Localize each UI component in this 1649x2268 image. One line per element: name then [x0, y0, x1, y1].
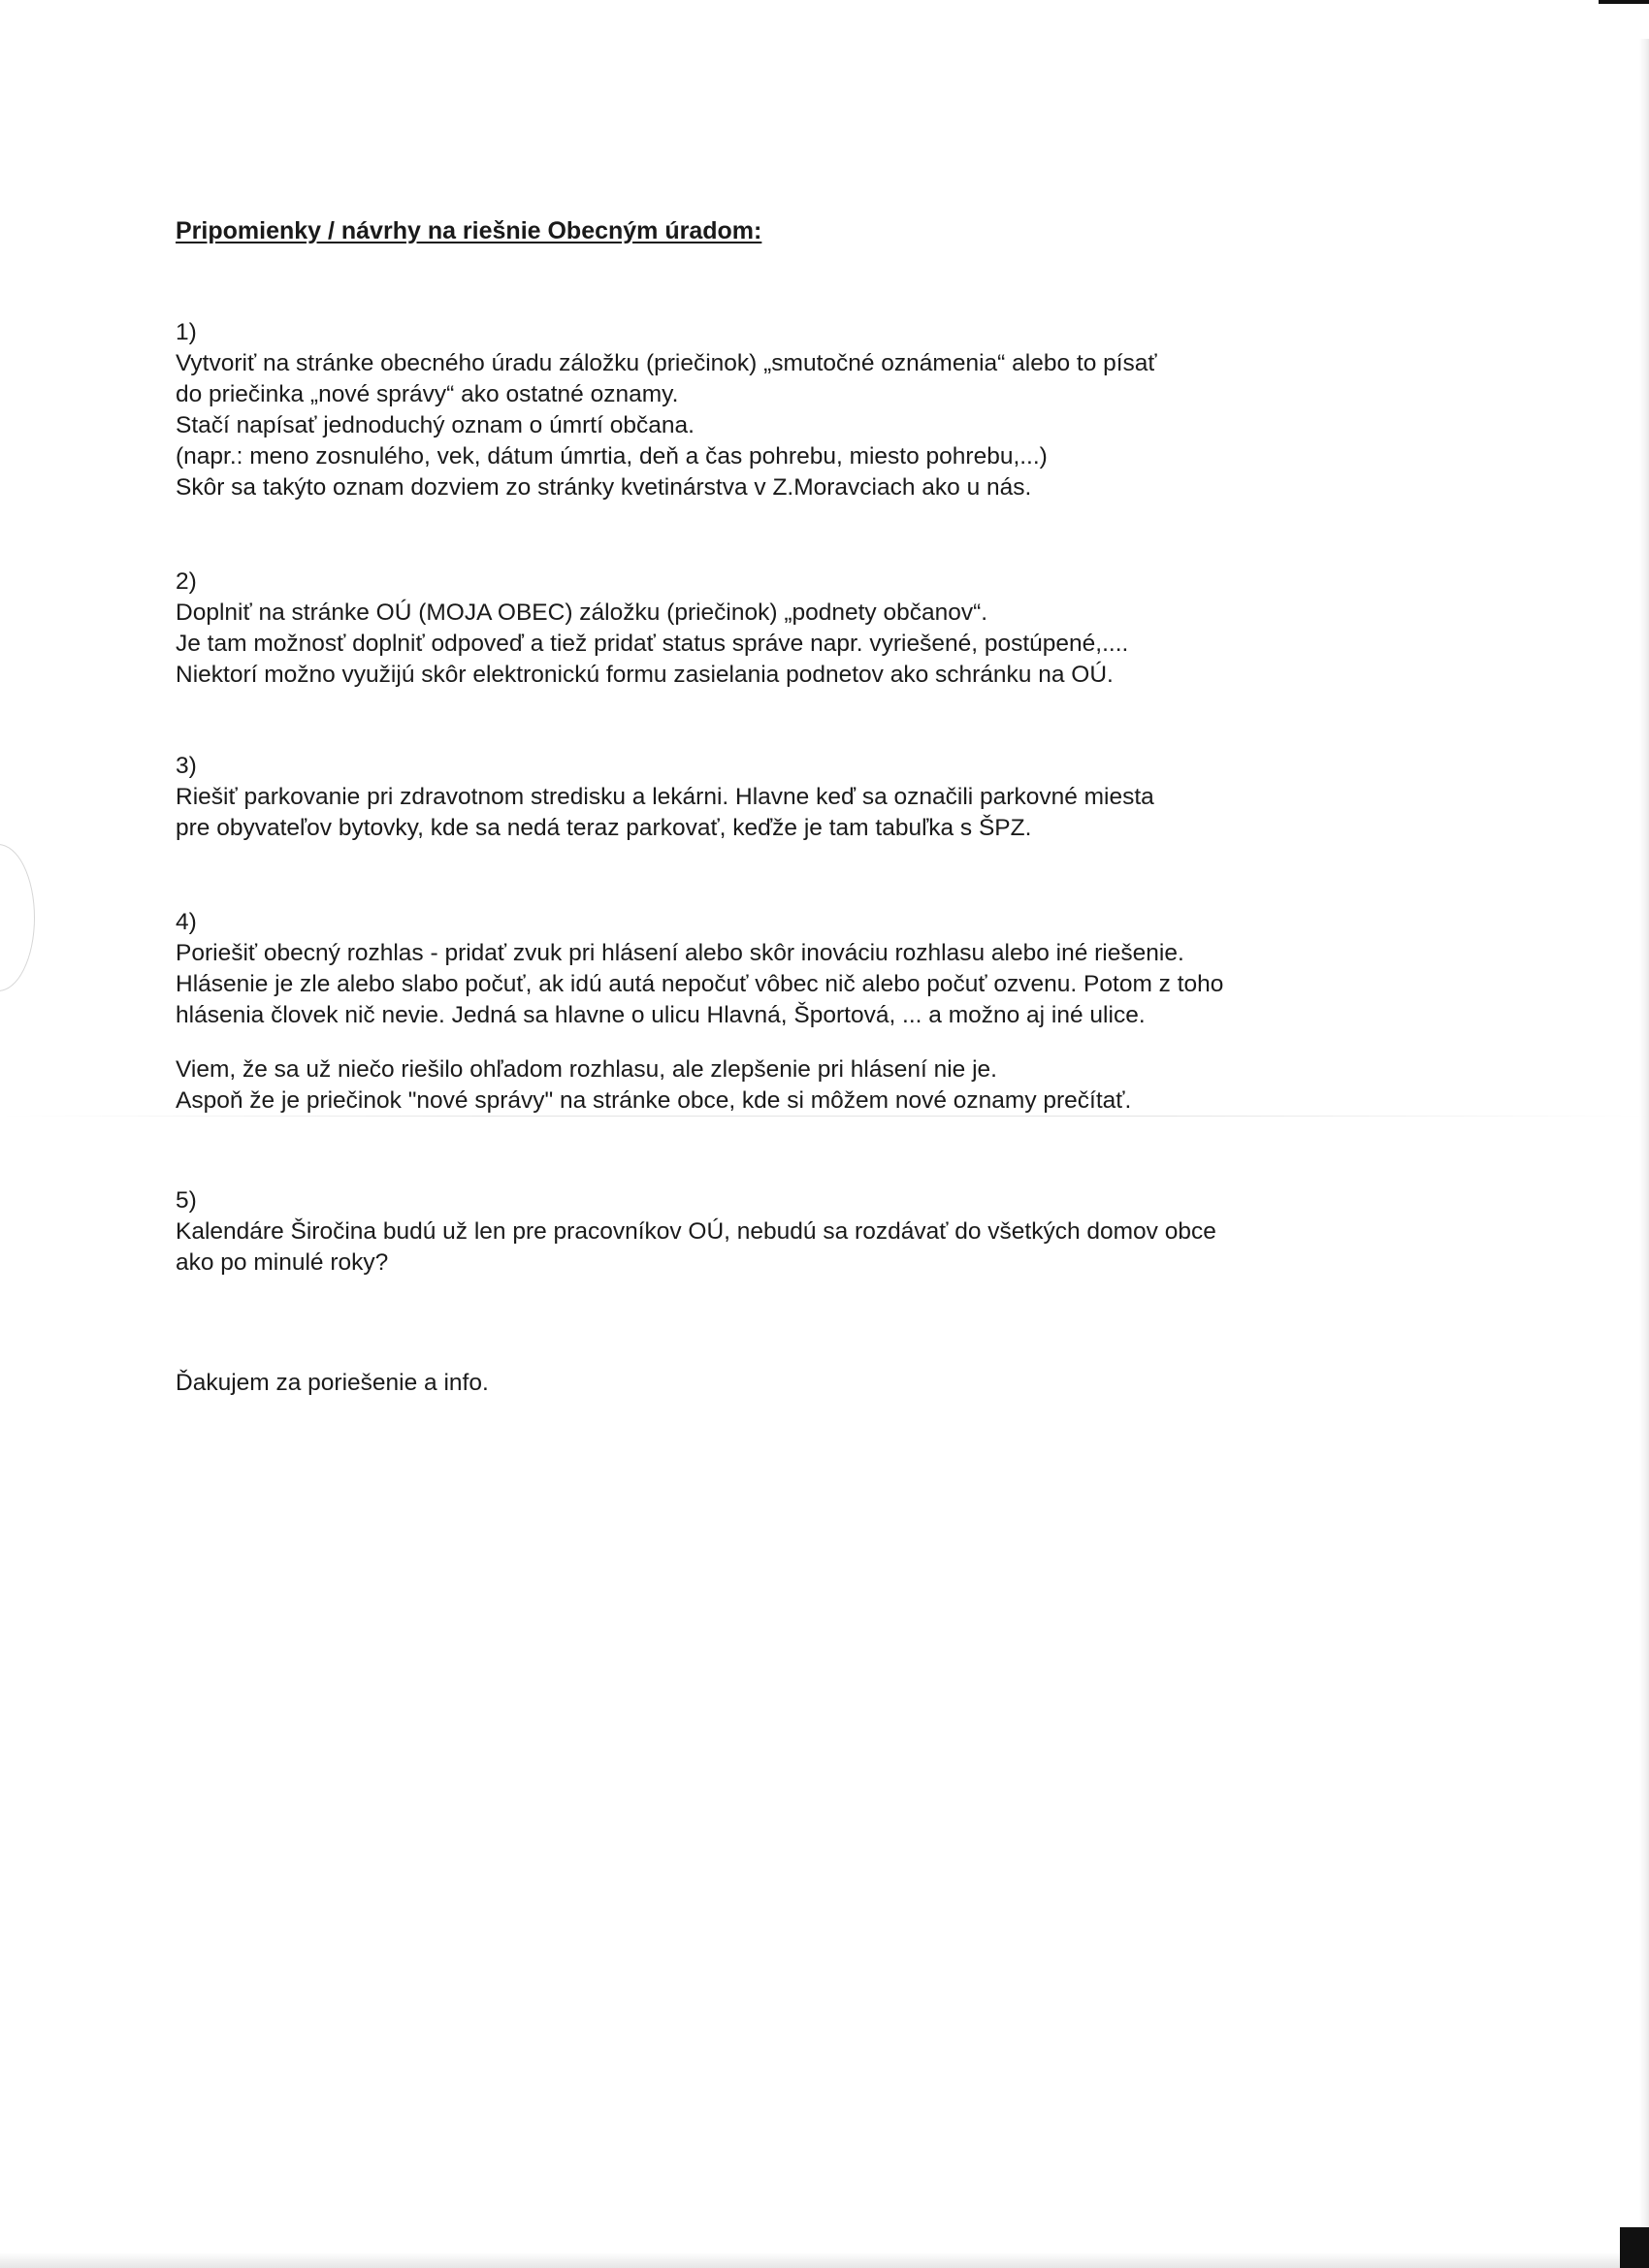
section-2: [176, 567, 1128, 691]
document-title: Pripomienky / návrhy na riešnie Obecným úradom:: [176, 217, 762, 244]
closing-text: Ďakujem za poriešenie a info.: [176, 1370, 489, 1396]
section-line: (napr.: meno zosnulého, vek, dátum úmrtia, deň a čas pohrebu, miesto pohrebu,...): [176, 443, 1048, 470]
section-line: Stačí napísať jednoduchý oznam o úmrtí občana.: [176, 412, 695, 438]
section-line: Niektorí možno využijú skôr elektronickú formu zasielania podnetov ako schránku na OÚ.: [176, 662, 1114, 688]
section-line: Je tam možnosť doplniť odpoveď a tiež pridať status správe napr. vyriešené, postúpené,....: [176, 631, 1129, 657]
section-line: Poriešiť obecný rozhlas - pridať zvuk pri hlásení alebo skôr inováciu rozhlasu alebo iné riešenie.: [176, 940, 1184, 966]
section-line: Kalendáre Širočina budú už len pre pracovníkov OÚ, nebudú sa rozdávať do všetkých domov obce: [176, 1218, 1216, 1245]
section-line: Vytvoriť na stránke obecného úradu záložku (priečinok) „smutočné oznámenia“ alebo to písať: [176, 350, 1157, 376]
section-line: Doplniť na stránke OÚ (MOJA OBEC) záložku (priečinok) „podnety občanov“.: [176, 599, 988, 626]
section-5: [176, 1185, 1216, 1279]
paragraph-gap: [176, 1031, 1223, 1054]
section-line: ako po minulé roky?: [176, 1249, 389, 1276]
section-line: Hlásenie je zle alebo slabo počuť, ak idú autá nepočuť vôbec nič alebo počuť ozvenu. Potom z toho: [176, 971, 1224, 997]
section-number: 4): [176, 909, 197, 935]
section-number: 2): [176, 568, 197, 595]
scan-artifact-top: [1599, 0, 1649, 4]
section-line: do priečinka „nové správy“ ako ostatné oznamy.: [176, 381, 679, 407]
section-1: [176, 317, 1157, 503]
section-line: Aspoň že je priečinok "nové správy" na stránke obce, kde si môžem nové oznamy prečítať.: [176, 1087, 1132, 1114]
scan-artifact-corner: [1620, 2227, 1649, 2268]
section-4: [176, 907, 1223, 1117]
document-header: [176, 215, 1437, 246]
section-number: 3): [176, 753, 197, 779]
section-line: hlásenia človek nič nevie. Jedná sa hlavne o ulicu Hlavná, Športová, ... a možno aj iné ulice.: [176, 1002, 1146, 1028]
section-line: Viem, že sa už niečo riešilo ohľadom rozhlasu, ale zlepšenie pri hlásení nie je.: [176, 1056, 997, 1083]
section-line: pre obyvateľov bytovky, kde sa nedá teraz parkovať, keďže je tam tabuľka s ŠPZ.: [176, 815, 1032, 841]
scan-artifact-bottom-edge: [0, 2252, 1649, 2268]
section-line: Riešiť parkovanie pri zdravotnom stredisku a lekárni. Hlavne keď sa označili parkovné miesta: [176, 784, 1154, 810]
section-line: Skôr sa takýto oznam dozviem zo stránky kvetinárstva v Z.Moravciach ako u nás.: [176, 474, 1032, 501]
scan-artifact-right-edge: [1639, 39, 1649, 2268]
punch-hole-shadow: [0, 844, 35, 991]
section-number: 5): [176, 1187, 197, 1214]
section-3: [176, 751, 1154, 844]
section-number: 1): [176, 319, 197, 345]
